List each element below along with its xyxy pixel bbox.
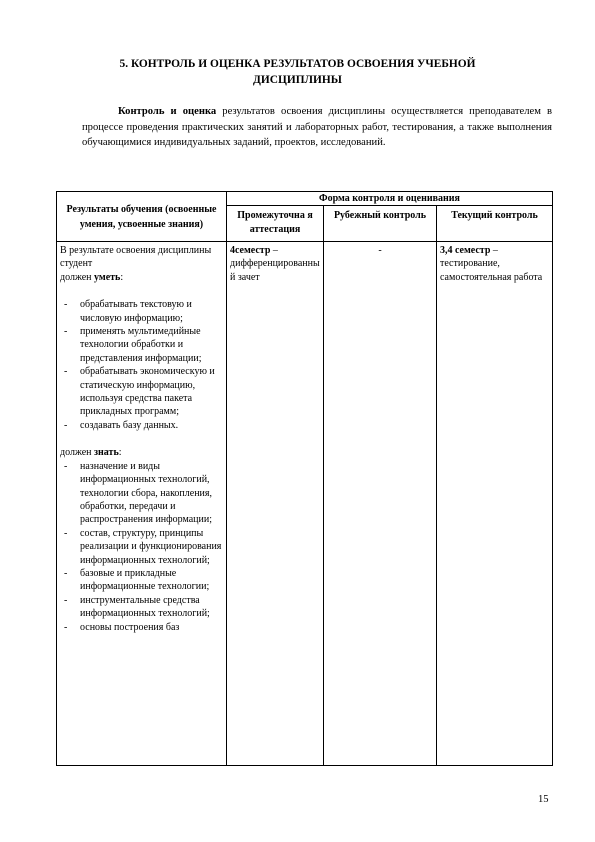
- knowledge-colon: :: [118, 447, 122, 459]
- list-item: - инструментальные средства информационных технологий;: [60, 594, 223, 621]
- skills-colon: :: [120, 271, 124, 283]
- list-item: - назначение и виды информационных технологий, технологии сбора, накопления, обработки, передачи и распространения информации;: [60, 460, 223, 527]
- list-item: - базовые и прикладные информационные технологии;: [60, 567, 223, 594]
- list-item: - состав, структуру, принципы реализации и функционирования информационных технологий;: [60, 527, 223, 567]
- list-item: - обрабатывать текстовую и числовую информацию;: [60, 298, 223, 325]
- skills-list: [60, 298, 223, 432]
- section-title-line-1: 5. КОНТРОЛЬ И ОЦЕНКА РЕЗУЛЬТАТОВ ОСВОЕНИЯ УЧЕБНОЙ: [119, 58, 476, 70]
- results-cell: [57, 242, 227, 766]
- interim-cell: [227, 242, 324, 766]
- intro-paragraph: [82, 104, 552, 151]
- page-number: 15: [538, 794, 549, 805]
- header-results: Результаты обучения (освоенные умения, усвоенные знания): [57, 192, 227, 242]
- interim-semester: 4семестр: [230, 245, 271, 256]
- current-dash: –: [490, 245, 498, 256]
- interim-dash: –: [270, 245, 278, 256]
- knowledge-heading: [60, 446, 223, 459]
- interim-semester-line: [230, 244, 320, 257]
- knowledge-word: знать: [94, 447, 119, 459]
- list-item: - создавать базу данных.: [60, 419, 223, 432]
- section-title-line-2: ДИСЦИПЛИНЫ: [253, 74, 342, 86]
- table-row: [57, 242, 553, 766]
- current-cell: [437, 242, 553, 766]
- intro-text: результатов освоения дисциплины осуществляется преподавателем в процессе проведения практических занятий и лабораторных работ, тестирования, а также выполнения обучающимися индивидуальных заданий, проектов, исследований.: [82, 106, 552, 148]
- list-item: - обрабатывать экономическую и статическую информацию, используя средства пакета прикладных программ;: [60, 365, 223, 419]
- list-item: - применять мультимедийные технологии обработки и представления информации;: [60, 325, 223, 365]
- skills-word: уметь: [94, 271, 121, 283]
- header-milestone-control: Рубежный контроль: [324, 206, 437, 242]
- knowledge-list: [60, 460, 223, 634]
- skills-must: должен: [60, 271, 95, 283]
- table-header-row-1: [57, 192, 553, 206]
- results-intro: В результате освоения дисциплины студент: [60, 245, 212, 270]
- knowledge-must: должен: [60, 447, 95, 459]
- list-item: - основы построения баз: [60, 621, 223, 634]
- current-form: тестирование, самостоятельная работа: [440, 258, 543, 283]
- section-title: [80, 56, 515, 88]
- header-interim-attestation: Промежуточна я аттестация: [227, 206, 324, 242]
- interim-form: дифференцированный зачет: [230, 258, 320, 283]
- skills-heading: [60, 271, 223, 284]
- assessment-table: [56, 191, 553, 766]
- intro-lead: Контроль и оценка: [118, 106, 217, 117]
- current-semester: 3,4 семестр: [440, 245, 491, 256]
- header-form-of-control: Форма контроля и оценивания: [227, 192, 553, 206]
- header-current-control: Текущий контроль: [437, 206, 553, 242]
- milestone-cell: -: [324, 242, 437, 766]
- current-semester-line: [440, 244, 549, 257]
